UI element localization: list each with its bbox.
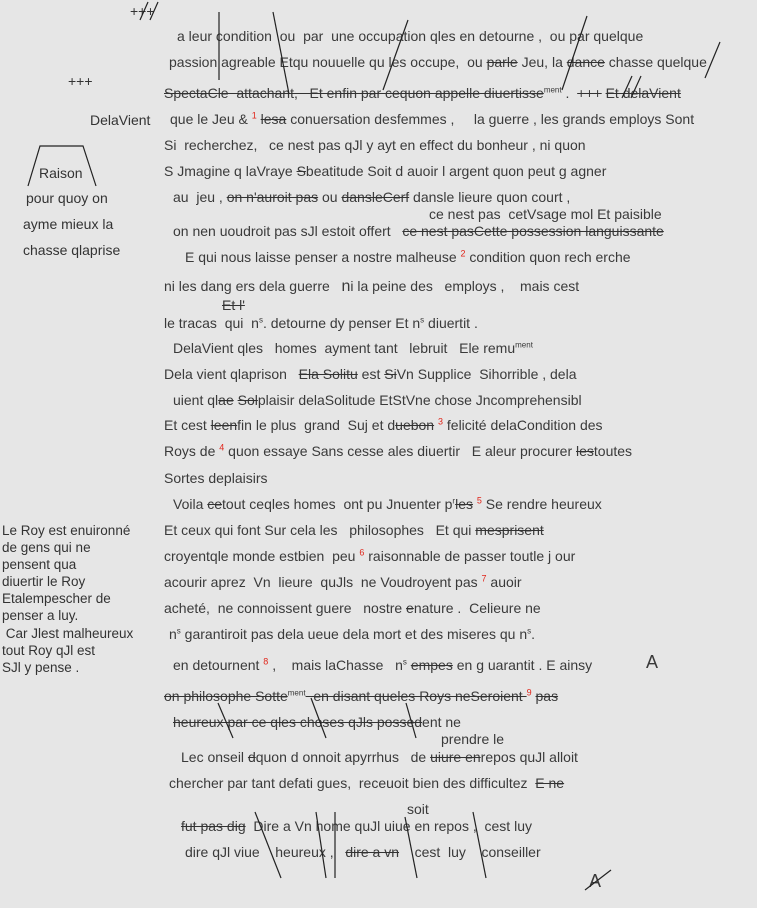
- struck-text: Sol: [237, 392, 258, 408]
- text: le tracas qui n: [164, 315, 259, 331]
- struck-text: ae: [218, 392, 234, 408]
- text: n: [169, 626, 177, 642]
- struck-text: d: [247, 749, 256, 765]
- roy-note-line: diuertir le Roy: [2, 574, 86, 589]
- cancel-stroke: [705, 42, 720, 78]
- struck-text: SpectaCle attachant, Et enfin par cequon appelle diuertisse: [164, 85, 544, 101]
- struck-text: heureux par ce qles choses qJls possed: [173, 714, 423, 730]
- text: cest luy conseiller: [399, 844, 541, 860]
- roy-note-line: Car Jlest malheureux: [2, 626, 134, 641]
- struck-text: ce: [207, 496, 223, 512]
- text: passion agreable Etqu nouuelle qu les occupe, ou: [169, 54, 487, 70]
- cancel-stroke: [383, 20, 408, 90]
- note-number: 9: [526, 687, 532, 698]
- superscript: r: [452, 496, 456, 506]
- cancel-stroke: [150, 2, 158, 20]
- text: E qui nous laisse penser a nostre malheuse: [185, 249, 461, 265]
- note-number: 8: [263, 656, 269, 667]
- struck-text: Et delaVient: [605, 85, 681, 101]
- text: que le Jeu &: [170, 111, 252, 127]
- text: croyentqle monde estbien peu: [164, 548, 360, 564]
- struck-text: parle: [486, 54, 518, 70]
- margin-delavient: DelaVient: [90, 112, 151, 128]
- text: ou: [318, 189, 342, 205]
- note-number: 5: [476, 495, 482, 506]
- text: auoir: [486, 574, 522, 590]
- roy-note-line: pensent qua: [2, 557, 77, 572]
- struck-text: dansleCerf: [341, 189, 410, 205]
- text: Lec onseil: [181, 749, 248, 765]
- struck-text: e: [406, 600, 414, 616]
- cross-mark-inline: +++: [577, 85, 602, 101]
- roy-note-line: Le Roy est enuironné: [2, 523, 131, 538]
- text: toutes: [593, 443, 633, 459]
- superscript: ment: [287, 688, 306, 698]
- struck-text: dire a vn: [345, 844, 400, 860]
- text: Si recherchez, ce nest pas qJl y ayt en effect du bonheur , ni quon: [164, 137, 586, 153]
- text: acheté, ne connoissent guere nostre: [164, 600, 407, 616]
- struck-text: empes: [410, 657, 453, 673]
- struck-text: uebon: [395, 417, 435, 433]
- text: on nen uoudroit pas sJl estoit offert: [173, 223, 403, 239]
- text: , mais laChasse n: [268, 657, 403, 673]
- text: uient ql: [173, 392, 219, 408]
- text: dire qJl viue heureux ,: [185, 844, 346, 860]
- cancel-stroke: [406, 703, 416, 738]
- superscript: s: [420, 315, 425, 325]
- roy-note-line: penser a luy.: [2, 608, 79, 623]
- text: Se rendre heureux: [481, 496, 602, 512]
- cancel-stroke: [585, 870, 611, 890]
- struck-text: pas: [535, 688, 559, 704]
- margin-raison: Raison: [39, 165, 83, 181]
- text: en g uarantit . E ainsy: [452, 657, 593, 673]
- text: condition quon rech erche: [465, 249, 631, 265]
- text: i la peine des employs , mais cest: [350, 278, 580, 294]
- struck-text: uiure en: [430, 749, 481, 765]
- struck-text: on philosophe Sotte: [164, 688, 288, 704]
- text: ent ne: [422, 714, 461, 730]
- text: a leur condition ou par une occupation qles en detourne , ou par quelque: [177, 28, 644, 44]
- text: Jeu, la: [517, 54, 567, 70]
- struck-text: Et l': [222, 297, 245, 313]
- text: conuersation desfemmes , la guerre , les grands employs Sont: [286, 111, 695, 127]
- text: ni les dang ers dela guerre: [164, 278, 342, 294]
- letter-a-mark: A: [646, 652, 659, 672]
- raison-bracket: [28, 146, 96, 186]
- cancel-stroke: [218, 703, 233, 738]
- note-number: 3: [437, 416, 443, 427]
- text: Voila: [173, 496, 208, 512]
- text: beatitude Soit d auoir l argent quon peut g agner: [305, 163, 607, 179]
- margin-question-1: pour quoy on: [26, 190, 108, 206]
- note-number: 6: [359, 547, 365, 558]
- cancel-stroke: [316, 812, 326, 878]
- struck-text: en disant queles Roys neSeroient: [305, 688, 527, 704]
- text: DelaVient qles homes ayment tant lebruit Ele remu: [173, 340, 516, 356]
- cancel-stroke: [255, 812, 281, 878]
- superscript: s: [527, 626, 532, 636]
- cancel-stroke: [140, 2, 148, 20]
- superscript: s: [176, 626, 181, 636]
- roy-note-line: SJl y pense .: [2, 660, 80, 675]
- text: prendre le: [441, 731, 505, 747]
- struck-text: les: [455, 496, 473, 512]
- struck-text: dance: [566, 54, 605, 70]
- roy-note-line: Etalempescher de: [2, 591, 111, 606]
- letter-a-mark: A: [589, 871, 602, 891]
- text: n: [341, 278, 351, 295]
- cancel-stroke: [622, 76, 632, 98]
- margin-question-3: chasse qlaprise: [23, 242, 121, 258]
- text: garantiroit pas dela ueue dela mort et des miseres qu n: [180, 626, 528, 642]
- note-number: 1: [251, 110, 257, 121]
- struck-text: E ne: [535, 775, 565, 791]
- struck-text: fut pas dig: [181, 818, 246, 834]
- text: Roys de: [164, 443, 220, 459]
- text: Dire a Vn home quJl uiue en repos , cest luy: [245, 818, 532, 834]
- text: Vn Supplice Sihorrible , dela: [396, 366, 577, 382]
- note-number: 4: [219, 442, 225, 453]
- struck-text: leen: [210, 417, 238, 433]
- note-number: 2: [460, 248, 466, 259]
- text: quon essaye Sans cesse ales diuertir E aleur procurer: [224, 443, 577, 459]
- text: chercher par tant defati gues, receuoit bien des difficultez: [169, 775, 536, 791]
- text: S Jmagine q laVraye: [164, 163, 297, 179]
- text: soit: [407, 801, 429, 817]
- text: .: [561, 85, 578, 101]
- text: chasse quelque: [604, 54, 707, 70]
- note-number: 7: [481, 573, 487, 584]
- text: felicité delaCondition des: [443, 417, 603, 433]
- text: nature . Celieure ne: [413, 600, 541, 616]
- superscript: ment: [515, 340, 533, 350]
- text: repos quJl alloit: [480, 749, 578, 765]
- text: diuertit .: [424, 315, 478, 331]
- text: Dela vient qlaprison: [164, 366, 299, 382]
- struck-text: ce nest pasCette possession languissante: [402, 223, 664, 239]
- superscript: s: [402, 657, 407, 667]
- text: Et ceux qui font Sur cela les philosophes Et qui: [164, 522, 476, 538]
- struck-text: les: [576, 443, 594, 459]
- struck-text: lesa: [260, 111, 287, 127]
- text: raisonnable de passer toutle j our: [364, 548, 576, 564]
- text: .: [531, 626, 535, 642]
- superscript: s: [258, 315, 263, 325]
- cancel-stroke: [562, 16, 587, 90]
- cancel-stroke: [311, 698, 326, 738]
- cancel-stroke: [405, 817, 417, 878]
- text: tout ceqles homes ont pu Jnuenter p: [222, 496, 453, 512]
- margin-question-2: ayme mieux la: [23, 216, 114, 232]
- cross-mark-top: +++: [130, 3, 155, 19]
- struck-text: on n'auroit pas: [226, 189, 319, 205]
- text: acourir aprez Vn lieure quJls ne Voudroyent pas: [164, 574, 482, 590]
- struck-text: mesprisent: [475, 522, 544, 538]
- text: plaisir delaSolitude EtStVne chose Jncomprehensibl: [257, 392, 582, 408]
- text: au jeu ,: [173, 189, 227, 205]
- roy-note-line: tout Roy qJl est: [2, 643, 96, 658]
- roy-note-line: de gens qui ne: [2, 540, 91, 555]
- text: fin le plus grand Suj et d: [237, 417, 396, 433]
- struck-text: S: [296, 163, 306, 179]
- superscript: ment: [543, 85, 562, 95]
- cancel-stroke: [631, 76, 641, 98]
- text: . detourne dy penser Et n: [262, 315, 421, 331]
- text: ce nest pas cetVsage mol Et paisible: [429, 206, 662, 222]
- struck-text: Si: [384, 366, 397, 382]
- text: Sortes deplaisirs: [164, 470, 268, 486]
- text: en detournent: [173, 657, 264, 673]
- cross-mark-left: +++: [68, 73, 93, 89]
- text: Et cest: [164, 417, 211, 433]
- cancel-stroke: [273, 12, 289, 94]
- text: est: [357, 366, 385, 382]
- text: quon d onnoit apyrrhus de: [255, 749, 431, 765]
- struck-text: Ela Solitu: [298, 366, 358, 382]
- cancel-stroke: [473, 812, 486, 878]
- text: danslе lieure quon court ,: [409, 189, 571, 205]
